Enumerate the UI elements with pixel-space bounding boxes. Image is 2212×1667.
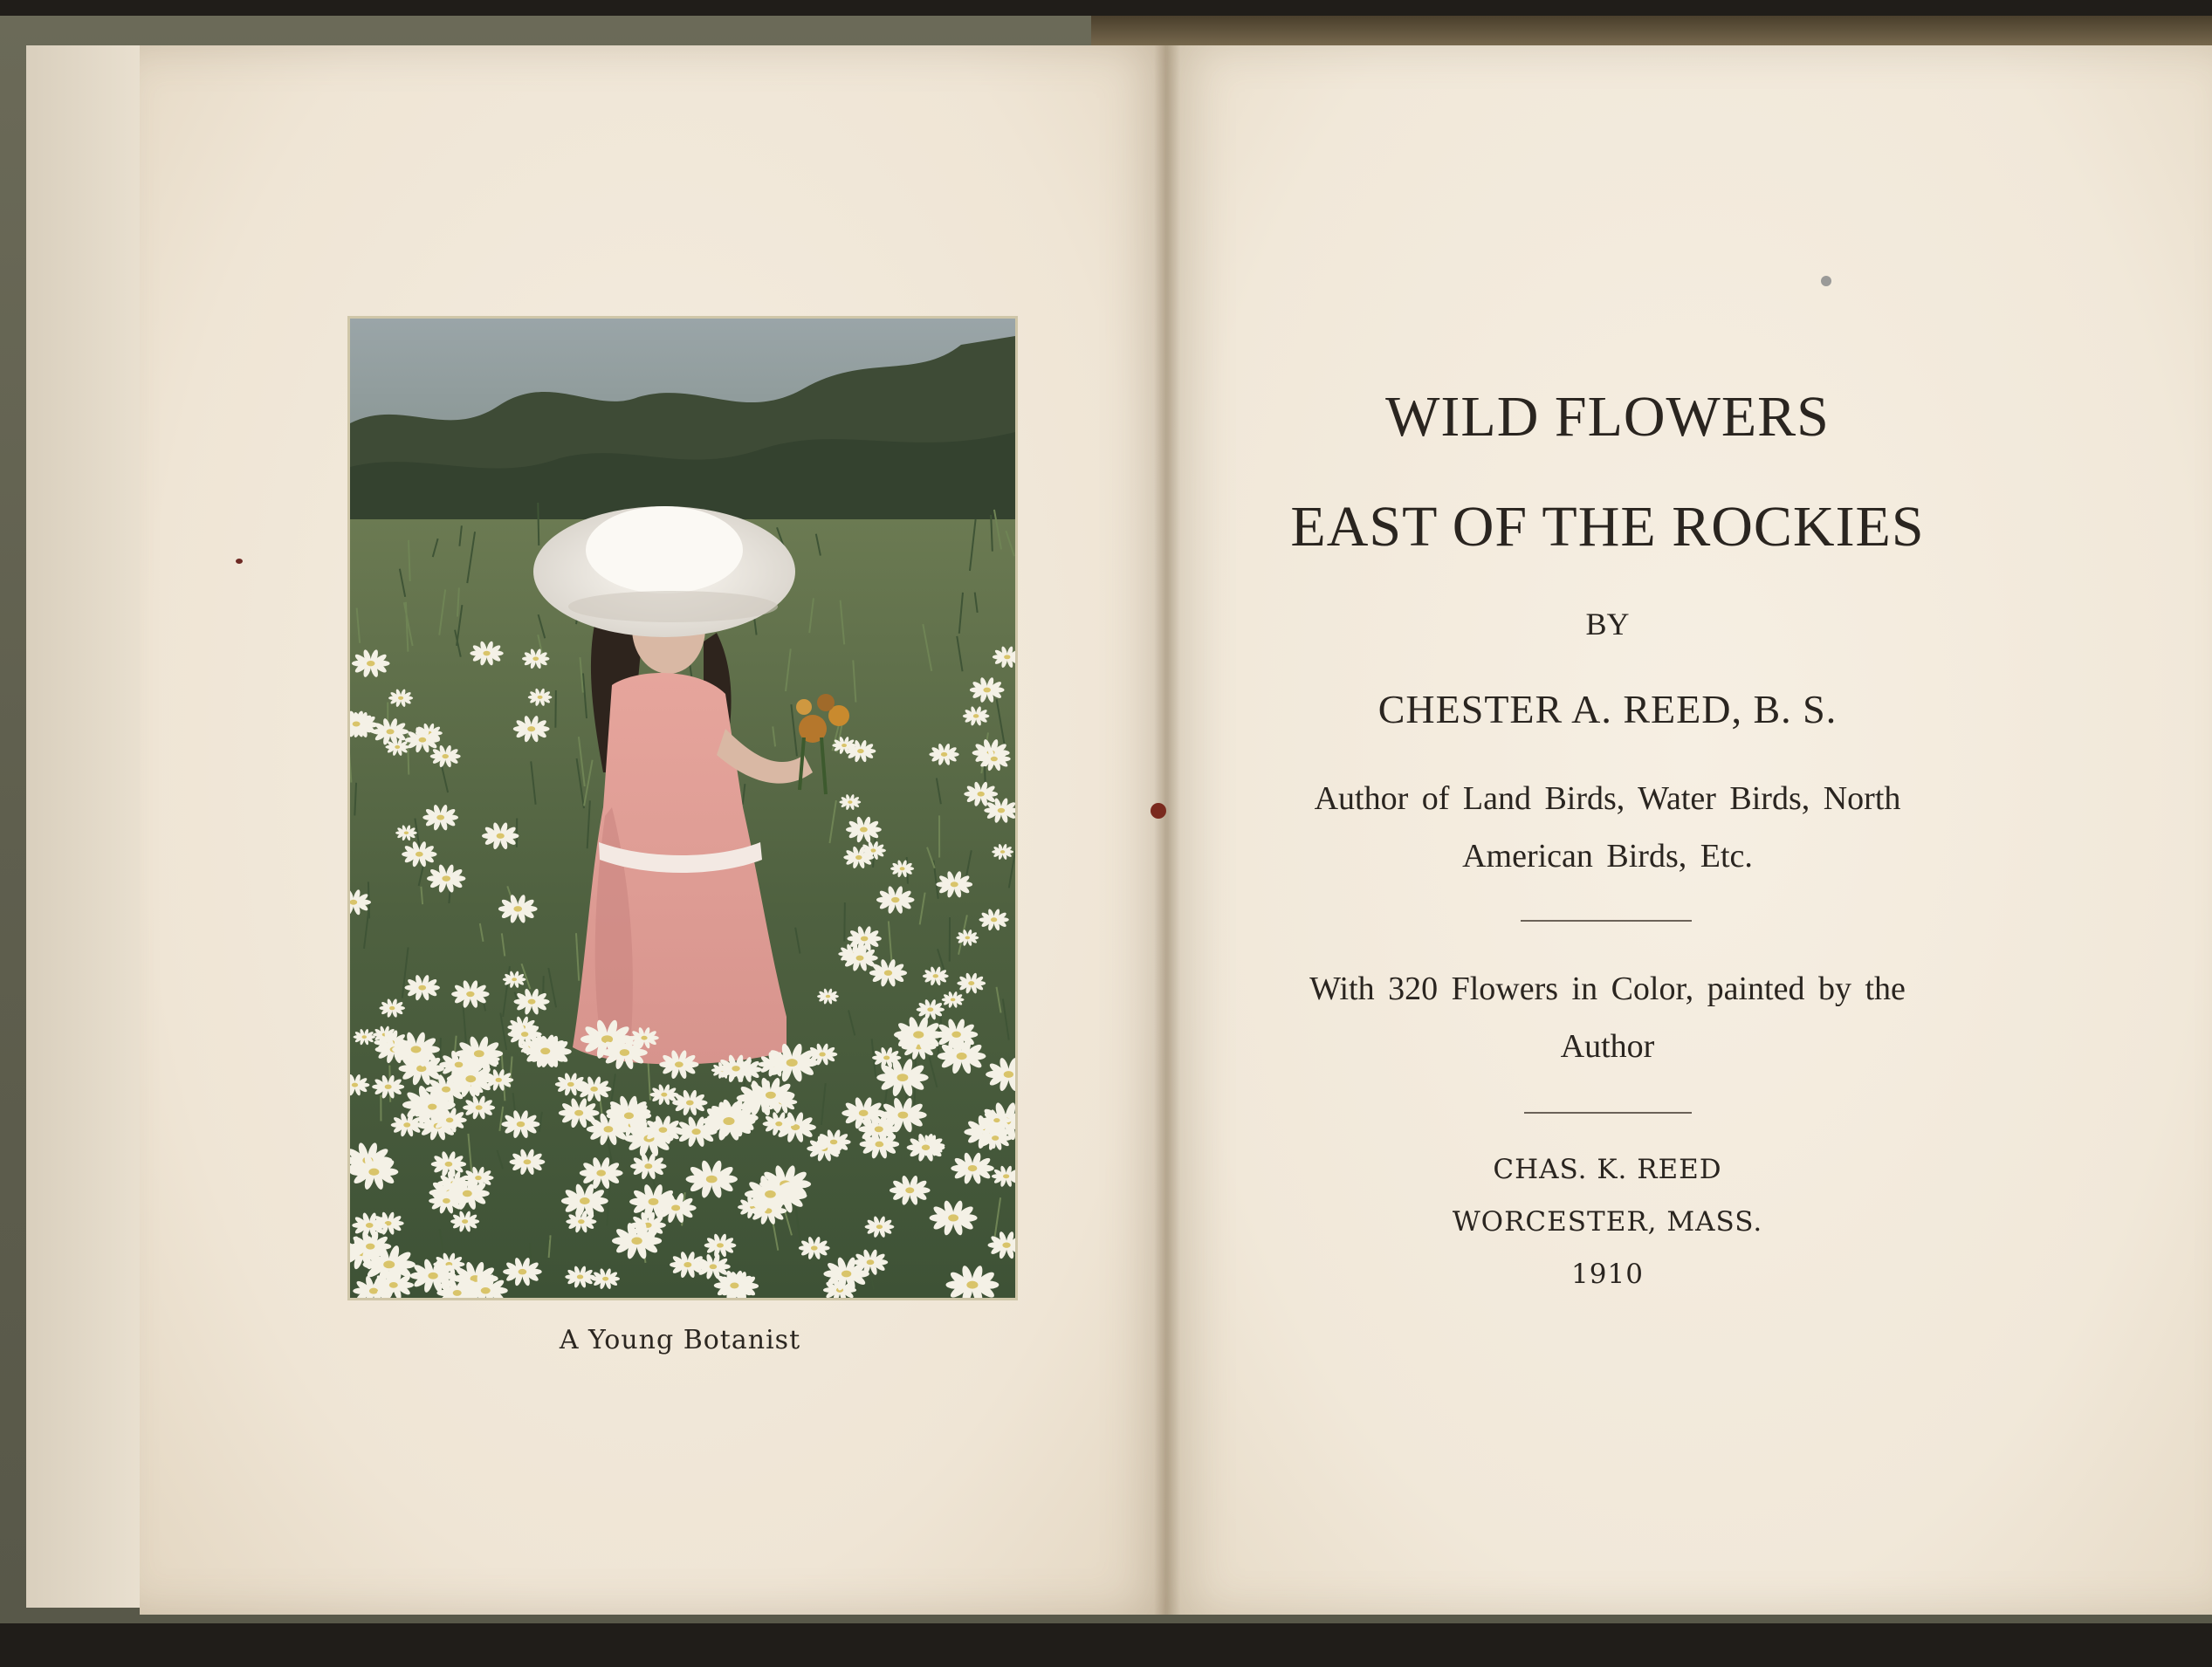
grass-blade <box>530 1243 531 1266</box>
page-gutter <box>1154 45 1180 1615</box>
frontispiece-image <box>350 319 1015 1298</box>
title-line-2: EAST OF THE ROCKIES <box>1290 495 1925 559</box>
frontispiece-caption: A Young Botanist <box>559 1325 801 1355</box>
hat-brim-shadow <box>568 591 778 622</box>
divider-rule-1 <box>1521 920 1692 922</box>
divider-rule-2 <box>1524 1112 1692 1114</box>
other-works-line-2: American Birds, Etc. <box>1462 838 1753 875</box>
paper-blemish <box>236 559 243 564</box>
author-other-works <box>1210 770 2005 885</box>
paper-blemish <box>1151 803 1166 819</box>
by-line: BY <box>1585 607 1630 641</box>
frontispiece-illustration <box>347 316 1018 1300</box>
hat-crown <box>586 506 743 593</box>
publication-year: 1910 <box>1571 1259 1644 1290</box>
illustration-note <box>1210 960 2005 1075</box>
illustration-note-line-1: With 320 Flowers in Color, painted by the <box>1309 971 1906 1007</box>
publisher-place: WORCESTER, MASS. <box>1452 1206 1763 1238</box>
other-works-line-1: Author of Land Birds, Water Birds, North <box>1314 780 1901 817</box>
publisher-name: CHAS. K. REED <box>1493 1154 1722 1185</box>
grass-blade <box>538 503 539 545</box>
grass-blade <box>844 902 845 941</box>
illustration-note-line-2: Author <box>1560 1028 1655 1065</box>
author-name: CHESTER A. REED, B. S. <box>1377 687 1838 731</box>
paper-blemish <box>1821 276 1831 286</box>
title-line-1: WILD FLOWERS <box>1385 385 1830 449</box>
